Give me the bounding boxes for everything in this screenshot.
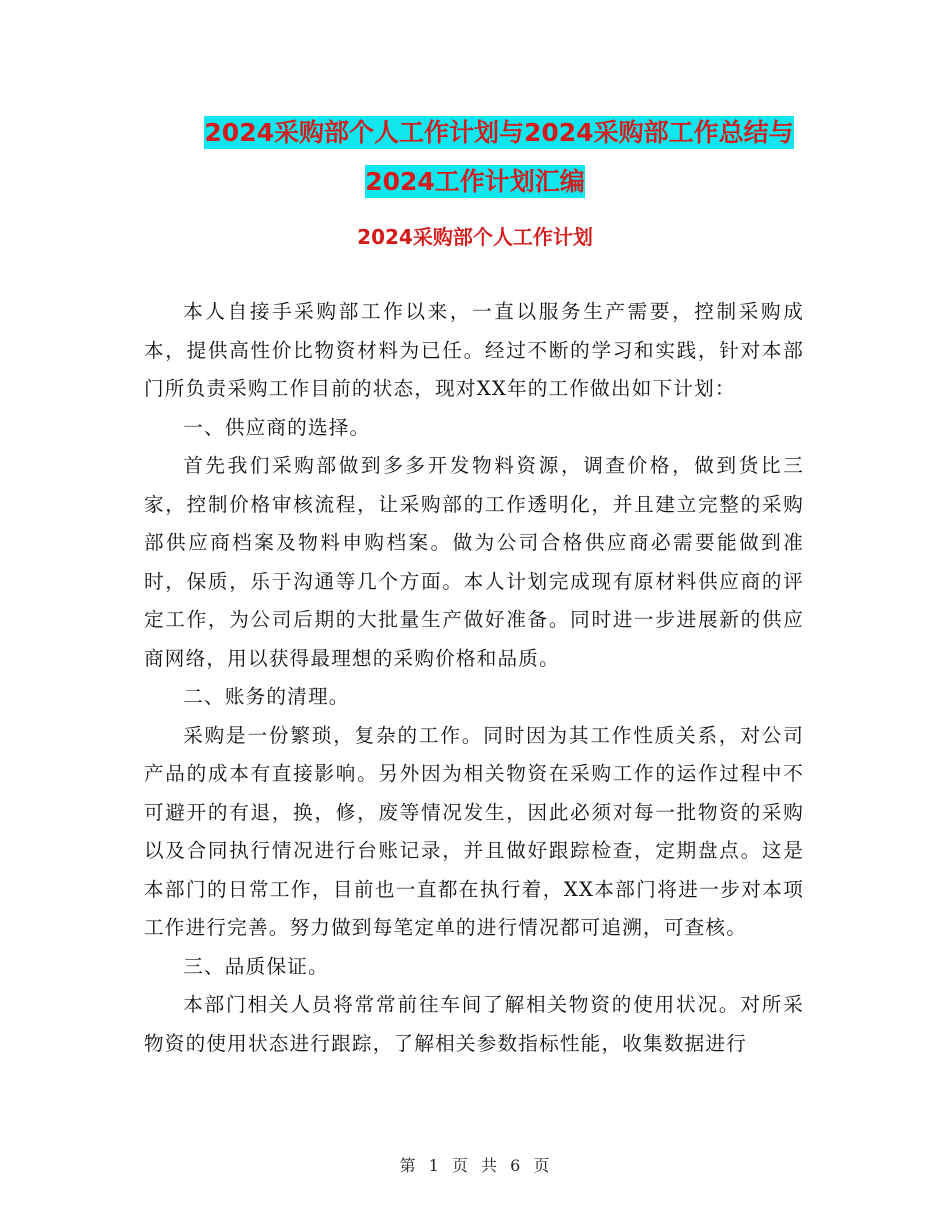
document-title-line-2: 2024工作计划汇编: [365, 167, 585, 196]
page-footer: 第 1 页 共 6 页: [399, 1156, 551, 1175]
paragraph-supplier-selection: 首先我们采购部做到多多开发物料资源，调查价格，做到货比三家，控制价格审核流程，让采购部的工作透明化，并且建立完整的采购部供应商档案及物料申购档案。做为公司合格供应商必需要能做到准时，保质，乐于沟通等几个方面。本人计划完成现有原材料供应商的评定工作，为公司后期的大批量生产做好准备。同时进一步进展新的供应商网络，用以获得最理想的采购价格和品质。: [144, 454, 804, 670]
heading-accounts-cleanup: 二、账务的清理。: [183, 685, 350, 708]
heading-supplier-selection: 一、供应商的选择。: [183, 415, 371, 439]
document-body: [144, 293, 804, 1063]
paragraph-quality-assurance: 本部门相关人员将常常前往车间了解相关物资的使用状况。对所采物资的使用状态进行跟踪，了解相关参数指标性能，收集数据进行: [144, 993, 804, 1055]
heading-quality-assurance: 三、品质保证。: [183, 954, 329, 978]
paragraph-intro: 本人自接手采购部工作以来，一直以服务生产需要，控制采购成本，提供高性价比物资材料为已任。经过不断的学习和实践，针对本部门所负责采购工作目前的状态，现对XX年的工作做出如下计划：: [144, 300, 804, 400]
document-title-line-1: 2024采购部个人工作计划与2024采购部工作总结与: [204, 118, 794, 147]
section-title: 2024采购部个人工作计划: [357, 225, 593, 249]
document-title: [0, 108, 950, 206]
paragraph-accounts-cleanup: 采购是一份繁琐，复杂的工作。同时因为其工作性质关系，对公司产品的成本有直接影响。另外因为相关物资在采购工作的运作过程中不可避开的有退，换，修，废等情况发生，因此必须对每一批物资的采购以及合同执行情况进行台账记录，并且做好跟踪检查，定期盘点。这是本部门的日常工作，目前也一直都在执行着，XX本部门将进一步对本项工作进行完善。努力做到每笔定单的进行情况都可追溯，可查核。: [144, 723, 804, 939]
